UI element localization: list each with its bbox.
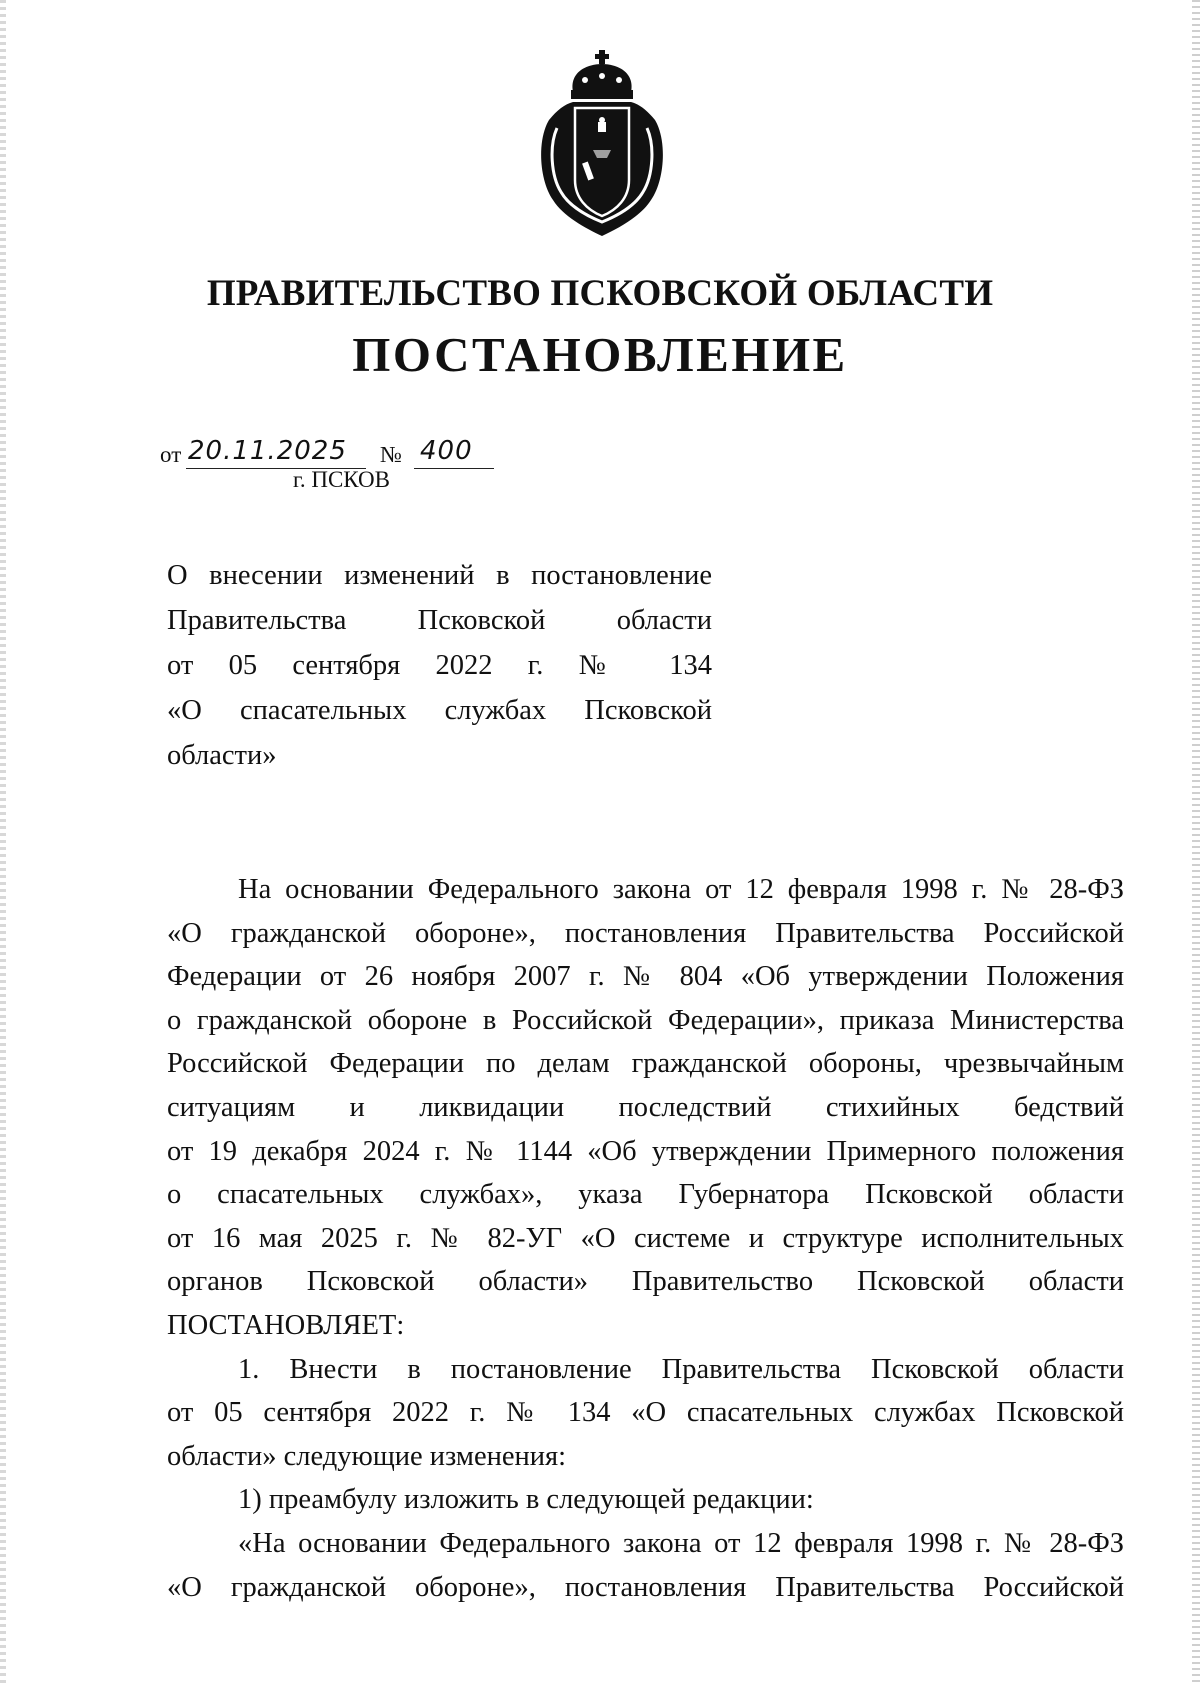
subject-line: Правительства Псковской области (167, 605, 712, 636)
body-line: от 05 сентября 2022 г. № 134 «О спасательных службах Псковской (167, 1397, 1124, 1429)
handwritten-date: 20.11.2025 (188, 436, 347, 466)
body-line: На основании Федерального закона от 12 февраля 1998 г. № 28-ФЗ (238, 874, 1124, 905)
body-line: «О гражданской обороне», постановления Правительства Российской (167, 917, 1124, 949)
subject-line: от 05 сентября 2022 г. № 134 (167, 650, 712, 681)
date-prefix: от (160, 442, 182, 467)
document-type-title: ПОСТАНОВЛЕНИЕ (352, 327, 848, 382)
coat-of-arms-emblem (535, 50, 669, 240)
subject-line: О внесении изменений в постановление (167, 560, 712, 591)
body-line: «На основании Федерального закона от 12 февраля 1998 г. № 28-ФЗ (238, 1527, 1124, 1559)
handwritten-number: 400 (420, 436, 473, 466)
city-label: г. ПСКОВ (293, 467, 391, 492)
body-line: о спасательных службах», указа Губернатора Псковской области (167, 1179, 1124, 1211)
body-line: от 19 декабря 2024 г. № 1144 «Об утверждении Примерного положения (167, 1135, 1124, 1167)
body-line: области» следующие изменения: (167, 1440, 567, 1472)
number-underline (414, 468, 494, 469)
body-line: Российской Федерации по делам гражданской обороны, чрезвычайным (167, 1048, 1124, 1080)
scan-edge-right (1192, 0, 1200, 1686)
body-line: «О гражданской обороне», постановления Правительства Российской (167, 1571, 1124, 1603)
body-line: о гражданской обороне в Российской Федерации», приказа Министерства (167, 1004, 1124, 1036)
body-line: ПОСТАНОВЛЯЕТ: (167, 1309, 405, 1341)
body-line: органов Псковской области» Правительство Псковской области (167, 1266, 1124, 1298)
number-prefix: № (380, 442, 402, 467)
document-body (167, 868, 1124, 1609)
body-line: Федерации от 26 ноября 2007 г. № 804 «Об утверждении Положения (167, 961, 1124, 993)
body-line: ситуациям и ликвидации последствий стихийных бедствий (167, 1091, 1124, 1123)
body-line: 1. Внести в постановление Правительства Псковской области (238, 1353, 1124, 1385)
subject-line: области» (167, 740, 277, 771)
body-line: 1) преамбулу изложить в следующей редакции: (238, 1484, 814, 1516)
scan-edge-left (0, 0, 6, 1686)
document-subject (167, 553, 712, 778)
body-line: от 16 мая 2025 г. № 82-УГ «О системе и структуре исполнительных (167, 1222, 1124, 1254)
government-title: ПРАВИТЕЛЬСТВО ПСКОВСКОЙ ОБЛАСТИ (206, 273, 994, 314)
subject-line: «О спасательных службах Псковской (167, 695, 712, 726)
